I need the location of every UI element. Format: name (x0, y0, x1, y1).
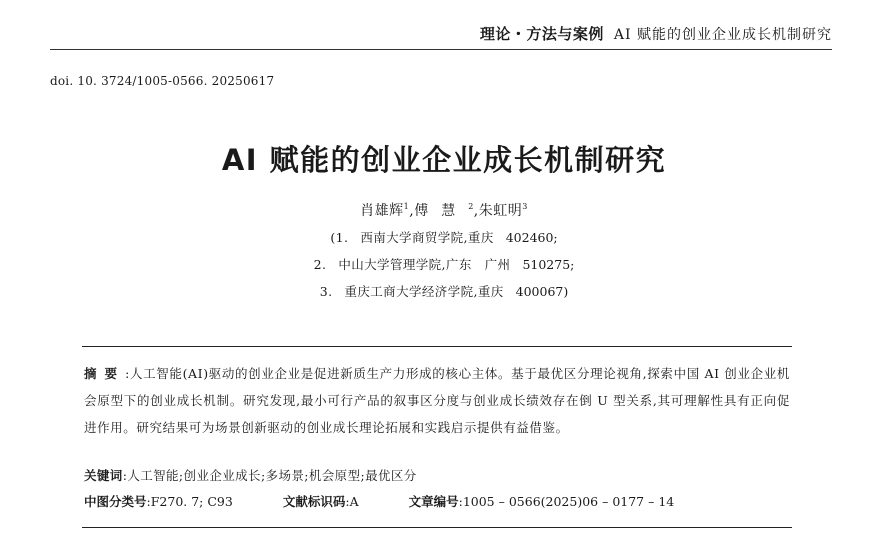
journal-section: 理论・方法与案例 (479, 25, 604, 43)
running-title: AI 赋能的创业企业成长机制研究 (613, 26, 832, 43)
author-name: 朱虹明 (478, 203, 523, 219)
author-affiliation-mark: 1 (403, 202, 410, 211)
author-name: 傅慧 (414, 203, 469, 219)
author-list: 肖雄辉$^1$,傅慧$^2$,朱虹明$^3$ (360, 202, 528, 219)
keywords-text: 人工智能;创业企业成长;多场景;机会原型;最优区分 (127, 468, 417, 483)
classification-line (84, 492, 790, 512)
affiliation: 3. 重庆工商大学经济学院,重庆 400067) (319, 284, 569, 299)
abstract: 摘要:人工智能(AI)驱动的创业企业是促进新质生产力形成的核心主体。基于最优区分理论视角,探索中国 AI 创业企业机会原型下的创业成长机制。研究发现,最小可行产品的叙事区分度与创业成长绩效存在倒 U 型关系,其可理解性具有正向促进作用。研究结果可为场景创新驱动的创业成长理论拓展和实践启示提供有益借鉴。 (84, 366, 790, 435)
abstract-label: 摘要 (84, 366, 126, 381)
doi[interactable]: doi. 10. 3724/1005-0566. 20250617 (50, 74, 275, 88)
keywords-label: 关键词 (84, 468, 123, 483)
abstract-text: 人工智能(AI)驱动的创业企业是促进新质生产力形成的核心主体。基于最优区分理论视角,探索中国 AI 创业企业机会原型下的创业成长机制。研究发现,最小可行产品的叙事区分度与创业成长绩效存在倒 U 型关系,其可理解性具有正向促进作用。研究结果可为场景创新驱动的创业成长理论拓展和实践启示提供有益借鉴。 (84, 366, 790, 435)
running-header (50, 18, 832, 50)
keywords: 关键词:人工智能;创业企业成长;多场景;机会原型;最优区分 (84, 468, 417, 483)
article-number: 文章编号:1005 – 0566(2025)06 – 0177 – 14 (408, 494, 675, 509)
paper-title: AI 赋能的创业企业成长机制研究 (221, 143, 667, 177)
author-affiliation-mark: 2 (468, 202, 474, 211)
affiliation: 2. 中山大学管理学院,广东 广州 510275; (313, 257, 575, 272)
divider-top (82, 346, 792, 347)
clc-number: 中图分类号:F270. 7; C93 (84, 494, 233, 509)
document-code: 文献标识码:A (282, 494, 359, 509)
author-affiliation-mark: 3 (522, 202, 528, 211)
author-name: 肖雄辉 (360, 203, 404, 219)
divider-bottom (82, 527, 792, 528)
affiliation: (1. 西南大学商贸学院,重庆 402460; (330, 230, 558, 245)
affiliation-list (0, 230, 888, 311)
